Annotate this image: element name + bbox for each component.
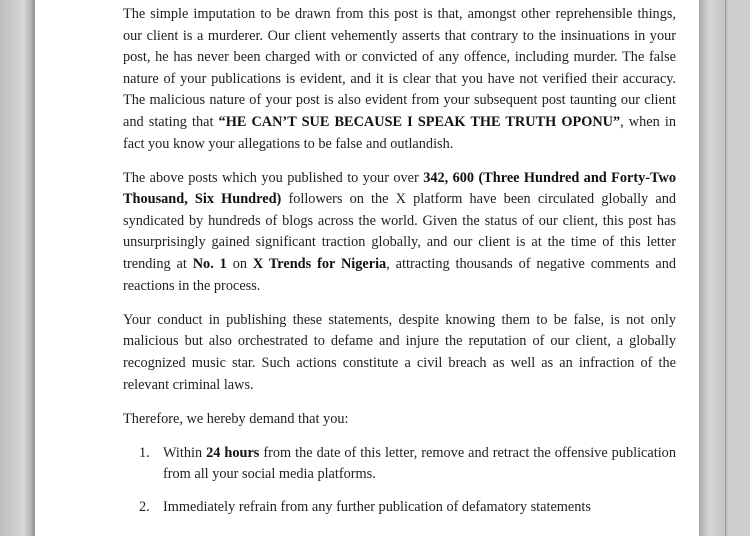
paragraph-imputation <box>123 4 676 155</box>
demand-number: 1. <box>139 444 150 461</box>
demand-text: from the date of this letter, remove and retract the offensive publication from all your social media platforms. <box>163 444 676 483</box>
follower-count: 342, 600 (Three Hundred and Forty-Two Thousand, Six Hundred) <box>123 169 676 208</box>
trend-rank: No. 1 <box>192 256 227 273</box>
demand-text: Immediately refrain from any further publication of defamatory statements <box>163 498 591 515</box>
demand-text: Within <box>163 444 207 461</box>
paragraph-text: The above posts which you published to your over <box>123 169 424 186</box>
deadline: 24 hours <box>206 444 260 461</box>
paragraph-text: The simple imputation to be drawn from this post is that, amongst other reprehensible things, our client is a murderer. Our client vehemently asserts that contrary to the insinuations in your post, he has never been charged with or convicted of any offence, including murder. The false nature of your publications is evident, and it is clear that you have not verified their accuracy. The malicious nature of your post is also evident from your subsequent post taunting our client and stating that <box>123 6 676 130</box>
paragraph-demand-intro: Therefore, we hereby demand that you: <box>123 410 349 427</box>
quoted-post: “HE CAN’T SUE BECAUSE I SPEAK THE TRUTH OPONU” <box>218 113 621 130</box>
demand-item <box>123 443 676 486</box>
paragraph-followers <box>123 168 676 298</box>
paragraph-text: , when in fact you know your allegations to be false and outlandish. <box>123 113 677 152</box>
paragraph-text: on <box>226 256 253 273</box>
demand-number: 2. <box>139 498 150 515</box>
demand-item <box>123 497 676 519</box>
paragraph-text: followers on the X platform have been circulated globally and syndicated by hundreds of blogs across the world. Given the status of our client, this post has unsurprisingly gained significant traction globally, and our client is at the time of this letter trending at <box>123 191 676 273</box>
letter-body <box>123 4 676 529</box>
trend-region: X Trends for Nigeria <box>252 256 387 273</box>
demand-list <box>123 443 676 519</box>
paragraph-text: , attracting thousands of negative comments and reactions in the process. <box>123 256 676 294</box>
letter-page <box>34 0 726 536</box>
paragraph-conduct: Your conduct in publishing these statements, despite knowing them to be false, is not only malicious but also orchestrated to defame and injure the reputation of our client, a globally recognized music star. Such actions constitute a civil breach as well as an infraction of the relevant criminal laws. <box>123 311 676 393</box>
scan-right-edge <box>699 0 725 536</box>
scan-left-edge <box>0 0 34 536</box>
